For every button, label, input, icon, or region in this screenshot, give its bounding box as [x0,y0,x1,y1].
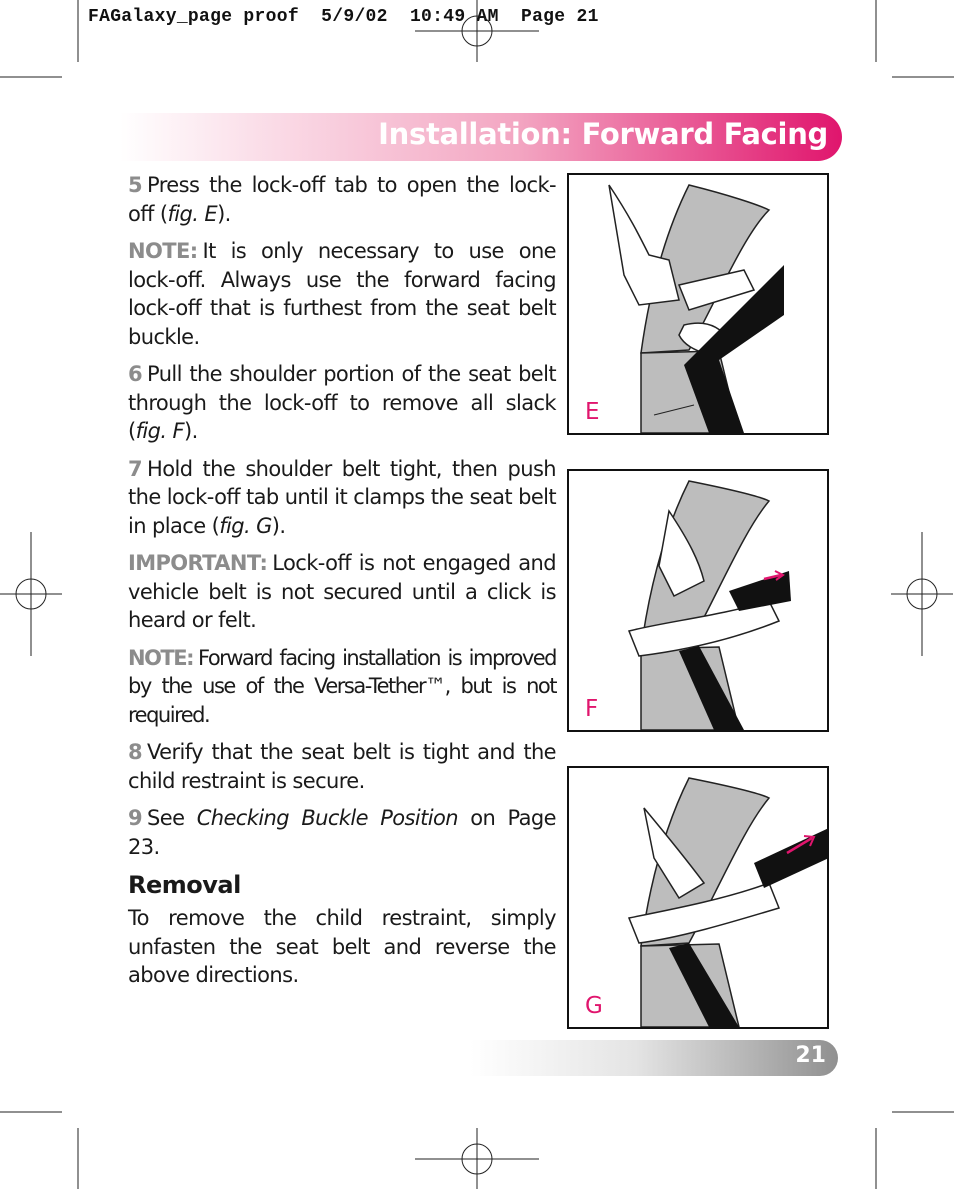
figure-e [567,173,829,435]
step-5: 5 Press the lock-off tab to open the lock-off (fig. E). [128,173,556,226]
note-label: NOTE: [128,645,193,670]
note-versa-tether: NOTE: Forward facing installation is improved by the use of the Versa-Tether™, but is not required. [128,645,556,727]
important-label: IMPORTANT: [128,551,268,575]
step-number: 7 [128,456,143,481]
step-8: 8 Verify that the seat belt is tight and the child restraint is secure. [128,740,556,793]
note-lock-off: NOTE: It is only necessary to use one lock-off. Always use the forward facing lock-off that is furthest from the seat belt buckle. [128,239,556,349]
section-title-band [120,113,842,161]
figure-label: E [585,399,600,425]
removal-heading: Removal [128,871,241,899]
step-6: 6 Pull the shoulder portion of the seat belt through the lock-off to remove all slack (fig. F). [128,362,556,443]
lock-off-open-illustration [569,175,827,433]
removal-text: To remove the child restraint, simply unfasten the seat belt and reverse the above directions. [128,906,556,987]
proof-header: FAGalaxy_page proof 5/9/02 10:49 AM Page 21 [88,7,599,27]
figure-label: F [585,696,599,722]
page-reference: Checking Buckle Position [196,806,458,830]
figure-g [567,766,829,1029]
step-7: 7 Hold the shoulder belt tight, then push the lock-off tab until it clamps the seat belt in place (fig. G). [128,456,557,538]
instructions-column [128,171,556,999]
section-title: Installation: Forward Facing [378,117,828,151]
step-number: 9 [128,806,143,830]
figure-label: G [585,993,603,1019]
page-number-band [470,1040,838,1076]
step-number: 8 [128,740,143,764]
step-9: 9 See Checking Buckle Position on Page 23. [128,806,556,859]
step-number: 6 [128,362,143,386]
important-note: IMPORTANT: Lock-off is not engaged and vehicle belt is not secured until a click is heard or felt. [128,551,556,632]
note-label: NOTE: [128,239,198,263]
pull-shoulder-belt-illustration [569,471,827,730]
step-number: 5 [128,173,143,197]
clamp-lock-off-illustration [569,768,827,1027]
figure-f [567,469,829,732]
page-number: 21 [795,1043,826,1068]
